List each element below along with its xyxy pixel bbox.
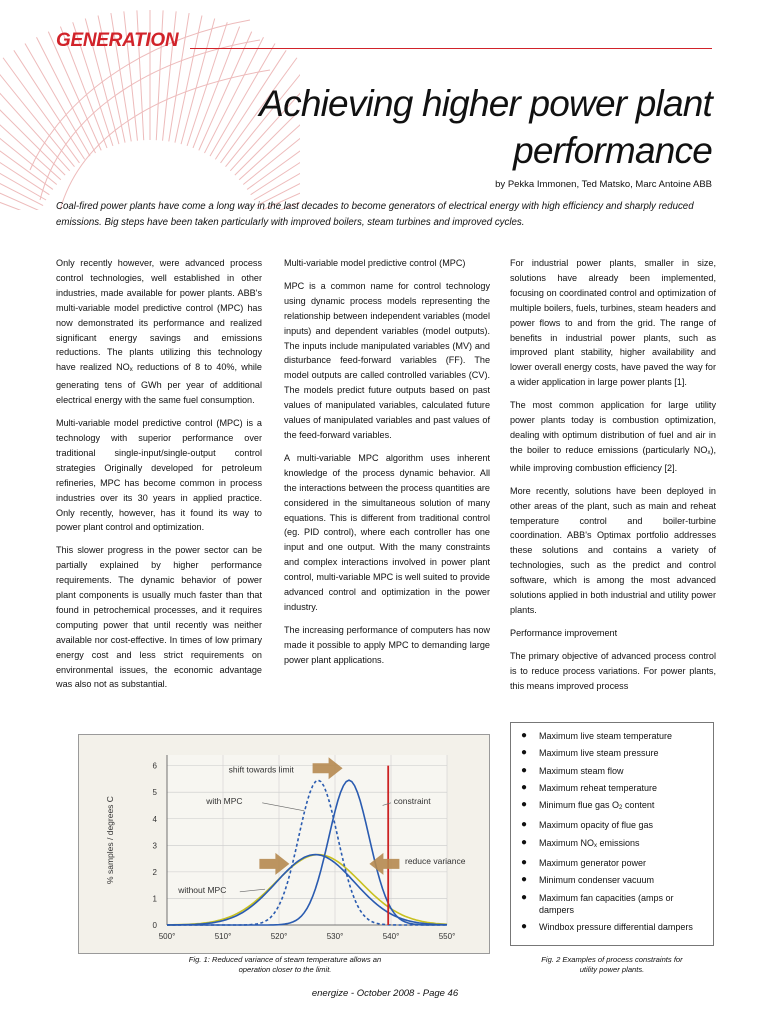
paragraph: Multi-variable model predictive control (MPC) is a technology with superior performance over traditional single-input/single-output control strategies Originally developed for petroleum refineries, MPC has become common in process industries over its 30 years in applied practice. Only recently, however, has it found its way to power plant control and optimization. — [56, 418, 262, 533]
y-tick-label: 0 — [152, 921, 157, 930]
paragraph: The increasing performance of computers has now made it possible to apply MPC to demanding large power plant applications. — [284, 624, 490, 665]
y-tick-label: 3 — [152, 841, 157, 851]
stator-ray — [0, 195, 34, 210]
caption-line: utility power plants. — [579, 965, 645, 974]
bullet-icon: ● — [521, 891, 528, 903]
bullet-icon: ● — [521, 799, 528, 811]
x-tick-label: 510° — [214, 932, 232, 941]
annotation-reduce-variance: reduce variance — [405, 855, 466, 866]
paragraph: For industrial power plants, smaller in size, solutions have already been implemented, focusing on coordinated control and optimization of multiple boilers, fuels, turbines, steam headers and power flows to and from the grid. The range of benefits in industrial power plants, such as improved plant stability, higher availability and lower overall energy costs, have paved the way for a wider application in large power plants [1]. — [510, 258, 716, 388]
paragraph: More recently, solutions have been deployed in other areas of the plant, such as main and reheat temperature control and boiler-turbine coordination. ABB's Optimax portfolio addresses these solutions and contains a variety of technologies, such as the predict and control software, which is among the most advanced solutions applied in both industrial and utility power plants. — [510, 485, 716, 615]
figure-1-chart — [78, 734, 490, 954]
constraint-item: ● Maximum generator power — [521, 857, 647, 869]
column-3 — [510, 256, 716, 701]
subheading: Performance improvement — [510, 627, 618, 638]
page-footer: energize - October 2008 - Page 46 — [311, 988, 459, 999]
title-line-2: performance — [513, 130, 712, 171]
y-tick-label: 5 — [152, 788, 157, 798]
constraint-item: ● Windbox pressure differential dampers — [521, 920, 693, 932]
annotation-without-mpc: without MPC — [178, 885, 227, 896]
header-rule — [190, 48, 712, 49]
column-2 — [284, 256, 490, 676]
figure-2-constraints-box — [510, 722, 714, 946]
distribution-chart — [79, 735, 489, 953]
caption-line: operation closer to the limit. — [238, 965, 332, 974]
constraint-item: ● Maximum reheat temperature — [521, 781, 658, 793]
bullet-icon: ● — [521, 857, 528, 869]
constraint-item: ● Maximum opacity of flue gas — [521, 819, 654, 831]
annotation-with-mpc: with MPC — [206, 796, 243, 807]
stator-ray — [0, 66, 74, 167]
paragraph: The primary objective of advanced process control is to reduce process variations. For power plants, this means improved process — [510, 650, 716, 691]
y-tick-label: 4 — [152, 814, 157, 824]
bullet-icon: ● — [521, 764, 528, 776]
y-tick-label: 1 — [152, 894, 157, 904]
bullet-icon: ● — [521, 836, 528, 848]
constraint-item: ● Maximum fan capacities (amps or dampers — [521, 891, 674, 915]
paragraph: The most common application for large utility power plants today is combustion optimization, dealing with optimum distribution of fuel and air in the boiler to reduce emissions (particularly $NO_x$), while improving combustion efficiency [2]. — [510, 400, 716, 473]
title-line-1: Achieving higher power plant — [259, 83, 712, 124]
constraint-item: ● Minimum flue gas $O_2$ content — [521, 799, 655, 812]
article-title — [150, 80, 712, 174]
paragraph: A multi-variable MPC algorithm uses inherent knowledge of the process dynamic behavior. All the interactions between the process quantities are considered in the simultaneous solution of many equations. This is different from traditional control (eg. PID control), where each controller has one input and one output. With the many constraints and complex interactions involved in power plant control, multi-variable MPC is well suited to provide advanced control and optimization in the power industry. — [284, 452, 490, 612]
x-tick-label: 550° — [438, 932, 456, 941]
lead-paragraph: Coal-fired power plants have come a long way in the last decades to become generators of electrical energy with high efficiency and sharply reduced emissions. Big steps have been taken particularly with improved boilers, steam turbines and improved cycles. — [56, 201, 694, 228]
x-tick-label: 520° — [270, 932, 288, 941]
section-label: GENERATION — [56, 30, 179, 51]
bullet-icon: ● — [521, 781, 528, 793]
figure-2-caption — [514, 955, 710, 975]
constraint-item: ● Maximum live steam temperature — [521, 730, 673, 741]
constraint-item: ● Minimum condenser vacuum — [521, 874, 655, 886]
plot-area — [167, 755, 447, 925]
annotation-shift: shift towards limit — [228, 764, 294, 775]
bullet-icon: ● — [521, 874, 528, 886]
caption-line: Fig. 1: Reduced variance of steam temperature allows an — [188, 955, 382, 964]
x-tick-label: 530° — [326, 932, 344, 941]
paragraph: MPC is a common name for control technology using dynamic process models representing the relationship between independent variables (model inputs) and dependent variables (model outputs). The inputs include manipulated variables (MV) and disturbance feed-forward variables (FF). The model outputs are called controlled variables (CV). The models predict future outputs based on past values of manipulated variables, calculated future values of manipulated variables and past values of the feed-forward variables. — [284, 280, 490, 440]
paragraph: This slower progress in the power sector can be partially explained by higher performance requirements. The dynamic behavior of power plant components is usually much faster than that found in petrochemical processes, and it requires computing power that until recently was neither available nor cost-effective. In times of low primary energy cost and less strict requirements on environmental issues, the economic advantage was also not as substantial. — [56, 545, 262, 690]
y-tick-label: 6 — [152, 761, 157, 771]
subheading: Multi-variable model predictive control (MPC) — [284, 258, 466, 268]
paragraph: Only recently however, were advanced process control technologies, well established in other industries, made available for power plants. ABB's multi-variable model predictive control (MPC) has now demonstrated its performance and realized significant energy savings and emissions reductions. The plants utilizing this technology have realized $NO_x$ reductions of 8 to 40%, while generating tens of GWh per year of additional electrical energy with the same fuel consumption. — [56, 258, 262, 406]
constraint-item: ● Maximum steam flow — [521, 764, 624, 776]
bullet-icon: ● — [521, 920, 528, 932]
constraint-item: ● Maximum $NO_x$ emissions — [521, 836, 640, 849]
x-tick-label: 540° — [382, 932, 400, 941]
constraint-item: ● Maximum live steam pressure — [521, 747, 659, 759]
column-1 — [56, 256, 262, 700]
y-axis-label: % samples / degrees C — [105, 796, 115, 884]
bullet-icon: ● — [521, 819, 528, 831]
byline: by Pekka Immonen, Ted Matsko, Marc Antoine ABB — [495, 179, 712, 190]
caption-line: Fig. 2 Examples of process constraints for — [541, 955, 683, 964]
y-tick-label: 2 — [152, 867, 157, 877]
bullet-icon: ● — [521, 747, 528, 759]
constraints-list — [511, 723, 713, 933]
figure-1-caption — [120, 955, 450, 975]
annotation-constraint: constraint — [393, 796, 431, 807]
bullet-icon: ● — [521, 730, 528, 741]
x-tick-label: 500° — [158, 932, 176, 941]
